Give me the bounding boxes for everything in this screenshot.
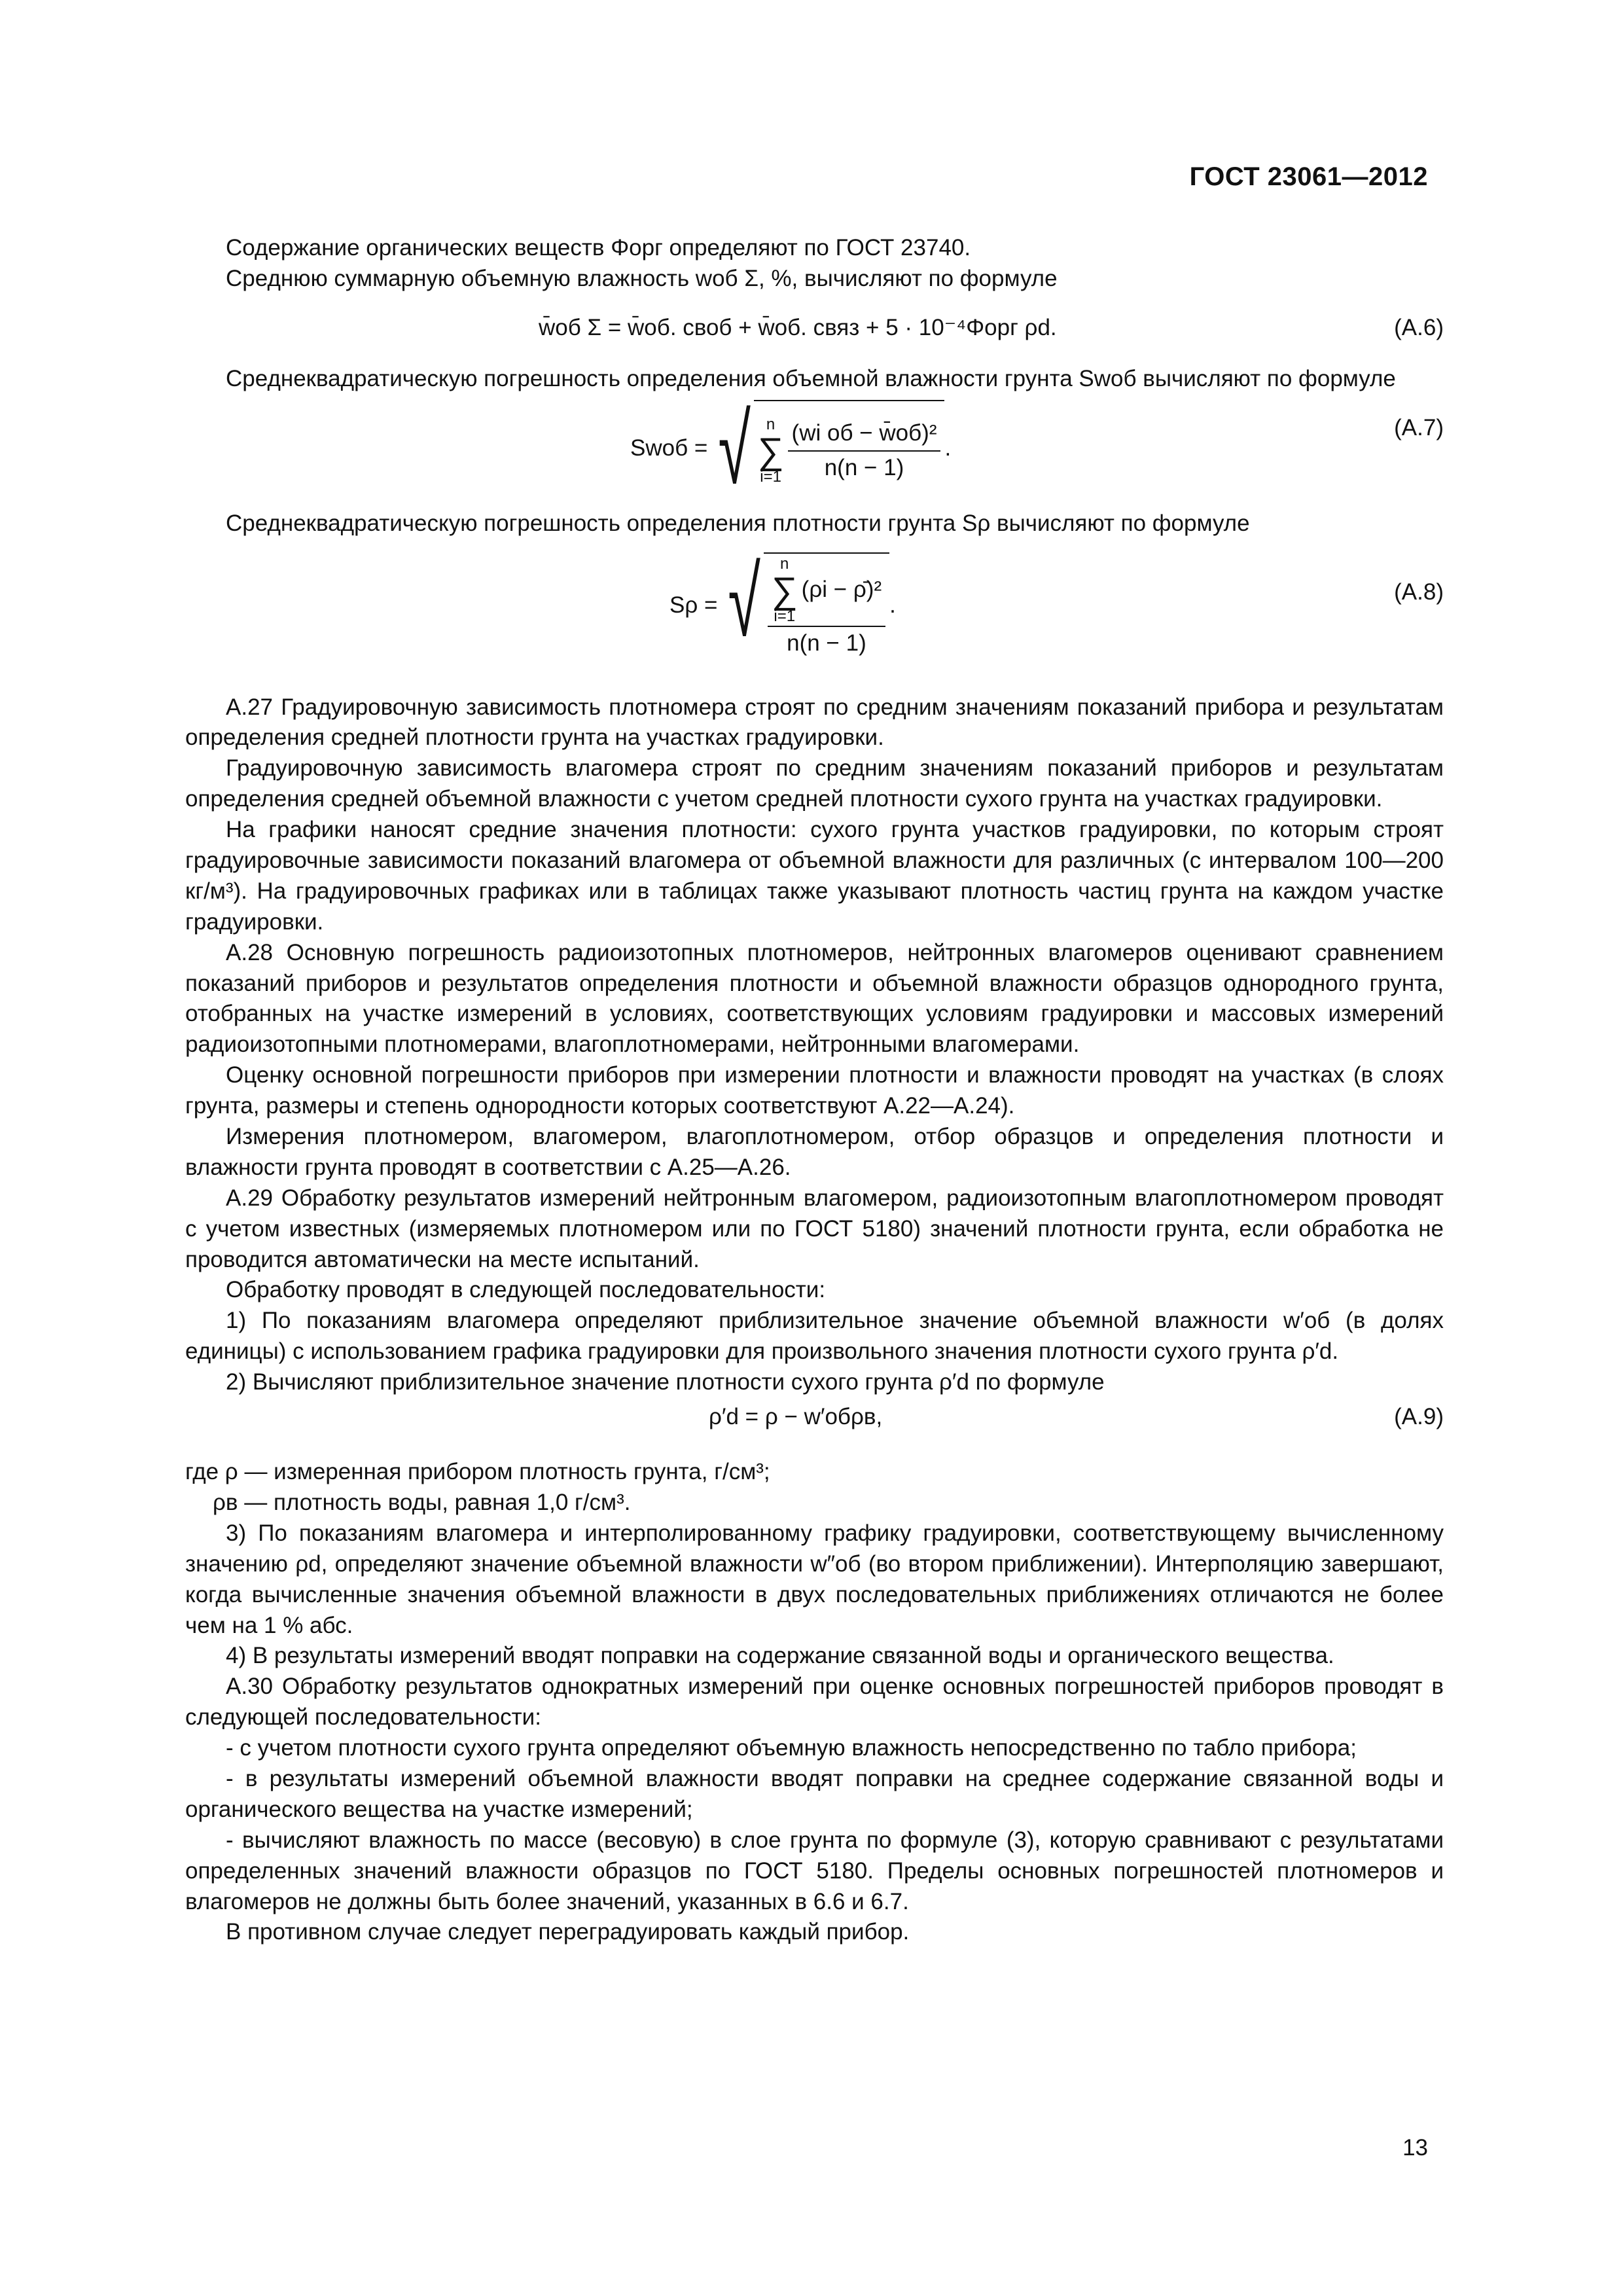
paragraph-where-2: ρв — плотность воды, равная 1,0 г/см³. — [213, 1489, 631, 1515]
formula-a7-sum: n ∑ i=1 — [757, 415, 784, 486]
formula-a7-numerator: (wi об − w̄об)² — [788, 418, 941, 452]
paragraph-a30-3: - в результаты измерений объемной влажности вводят поправки на среднее содержание связанной воды и органического вещества на участке измерений; — [185, 1765, 1444, 1822]
document-header: ГОСТ 23061—2012 — [1189, 162, 1428, 191]
paragraph-a30-5: В противном случае следует переградуировать каждый прибор. — [226, 1919, 910, 1945]
document-body — [185, 233, 1444, 1948]
formula-a7-number: (A.7) — [1394, 414, 1444, 440]
paragraph-a29-3: 1) По показаниям влагомера определяют приблизительное значение объемной влажности w′об (в долях единицы) с использованием графика градуировки для произвольного значения плотности сухого грунта ρ′d. — [185, 1308, 1444, 1365]
paragraph-a30-2: - с учетом плотности сухого грунта определяют объемную влажность непосредственно по табло прибора; — [226, 1735, 1357, 1761]
paragraph-a27-2: Градуировочную зависимость влагомера строят по средним значениям показаний приборов и результатам определения средней объемной влажности с учетом средней плотности сухого грунта на участках градуировки. — [185, 755, 1444, 812]
radical-sign-icon: √ — [728, 546, 761, 656]
paragraph-a28-2: Оценку основной погрешности приборов при измерении плотности и влажности проводят на участках (в слоях грунта, размеры и степень однородности которых соответствуют A.22—A.24). — [185, 1062, 1444, 1119]
paragraph-a30-4: - вычисляют влажность по массе (весовую) в слое грунта по формуле (3), которую сравнивают с результатами определенных значений влажности образцов по ГОСТ 5180. Пределы основных погрешностей плотномеров и влагомеров не должны быть более значений, указанных в 6.6 и 6.7. — [185, 1827, 1444, 1914]
formula-a7-denominator: n(n − 1) — [824, 454, 904, 480]
radical-sign-icon: √ — [718, 393, 751, 504]
paragraph-where-1: где ρ — измеренная прибором плотность грунта, г/см³; — [185, 1459, 770, 1485]
formula-a8-sum: n ∑ i=1 — [771, 554, 798, 625]
paragraph-mean-moisture: Среднюю суммарную объемную влажность wоб Σ, %, вычисляют по формуле — [226, 265, 1058, 291]
sigma-icon: ∑ — [757, 429, 784, 471]
formula-a8-number: (A.8) — [1394, 579, 1444, 605]
formula-a6-expression: w̄об Σ = w̄об. своб + w̄об. связ + 5 · 10⁻⁴Φорг ρd. — [539, 314, 1057, 340]
paragraph-a27-3: На графики наносят средние значения плотности: сухого грунта участков градуировки, по которым строят градуировочные зависимости показаний влагомера от объемной влажности для различных (с интервалом 100—200 кг/м³). На градуировочных графиках или в таблицах также указывают плотность частиц грунта на каждом участке градуировки. — [185, 817, 1444, 935]
paragraph-a28-3: Измерения плотномером, влагомером, влагоплотномером, отбор образцов и определения плотности и влажности грунта проводят в соответствии с A.25—A.26. — [185, 1124, 1444, 1180]
formula-a6-number: (A.6) — [1394, 314, 1444, 340]
paragraph-a28-1: A.28 Основную погрешность радиоизотопных плотномеров, нейтронных влагомеров оценивают сравнением показаний приборов и результатов определения плотности и объемной влажности образцов однородного грунта, отобранных на участке измерений в условиях, соответствующих условиям градуировки и массовых измерений радиоизотопными плотномерами, влагоплотномерами, нейтронными влагомерами. — [185, 939, 1444, 1058]
formula-a7-sqrt — [707, 393, 944, 504]
paragraph-organic-content: Содержание органических веществ Φорг определяют по ГОСТ 23740. — [226, 235, 971, 260]
paragraph-density-error: Среднеквадратическую погрешность определения плотности грунта Sρ вычисляют по формуле — [226, 510, 1250, 536]
paragraph-a29-5: 3) По показаниям влагомера и интерполированному графику градуировки, соответствующему вычисленному значению ρd, определяют значение объемной влажности w″об (во втором приближении). Интерполяцию завершают, когда вычисленные значения объемной влажности в двух последовательных приближениях отличаются не более чем на 1 % абс. — [185, 1520, 1444, 1638]
formula-a7: Swоб = √ n ∑ i=1 $\frac{\text{(wi об − w̄об)²}}{n(n - 1)}$ . (A.7) — [630, 393, 1444, 504]
formula-a8-lhs: Sρ = — [669, 592, 718, 618]
formula-a9-expression: ρ′d = ρ − w′обρв, — [709, 1404, 883, 1430]
formula-a8: Sρ = √ n ∑ i=1 (ρi − ρ̄)² n(n − 1) . (A.8) — [185, 539, 1444, 664]
sigma-icon: ∑ — [771, 569, 798, 611]
paragraph-a29-2: Обработку проводят в следующей последовательности: — [226, 1277, 826, 1303]
page-number: 13 — [1402, 2135, 1428, 2161]
formula-a7-lhs: Swоб = — [630, 435, 708, 461]
formula-a9-number: (A.9) — [1394, 1404, 1444, 1430]
paragraph-a29-6: 4) В результаты измерений вводят поправки на содержание связанной воды и органического вещества. — [226, 1643, 1334, 1669]
paragraph-a29-1: A.29 Обработку результатов измерений нейтронным влагомером, радиоизотопным влагоплотномером проводят с учетом известных (измеряемых плотномером или по ГОСТ 5180) значений плотности грунта, если обработка не проводится автоматически на месте испытаний. — [185, 1185, 1444, 1272]
paragraph-moisture-error: Среднеквадратическую погрешность определения объемной влажности грунта Swоб вычисляют по формуле — [226, 365, 1396, 391]
formula-a6 — [185, 295, 1444, 360]
paragraph-a30-1: A.30 Обработку результатов однократных измерений при оценке основных погрешностей приборов проводят в следующей последовательности: — [185, 1674, 1444, 1731]
paragraph-a29-4: 2) Вычисляют приблизительное значение плотности сухого грунта ρ′d по формуле — [226, 1369, 1105, 1395]
formula-a9 — [185, 1398, 1444, 1444]
formula-a8-sqrt — [717, 546, 889, 659]
formula-a8-numerator: (ρi − ρ̄)² — [801, 577, 882, 603]
formula-a8-denominator: n(n − 1) — [787, 630, 866, 656]
paragraph-a27-1: A.27 Градуировочную зависимость плотномера строят по средним значениям показаний прибора и результатам определения средней плотности грунта на участках градуировки. — [185, 694, 1444, 751]
